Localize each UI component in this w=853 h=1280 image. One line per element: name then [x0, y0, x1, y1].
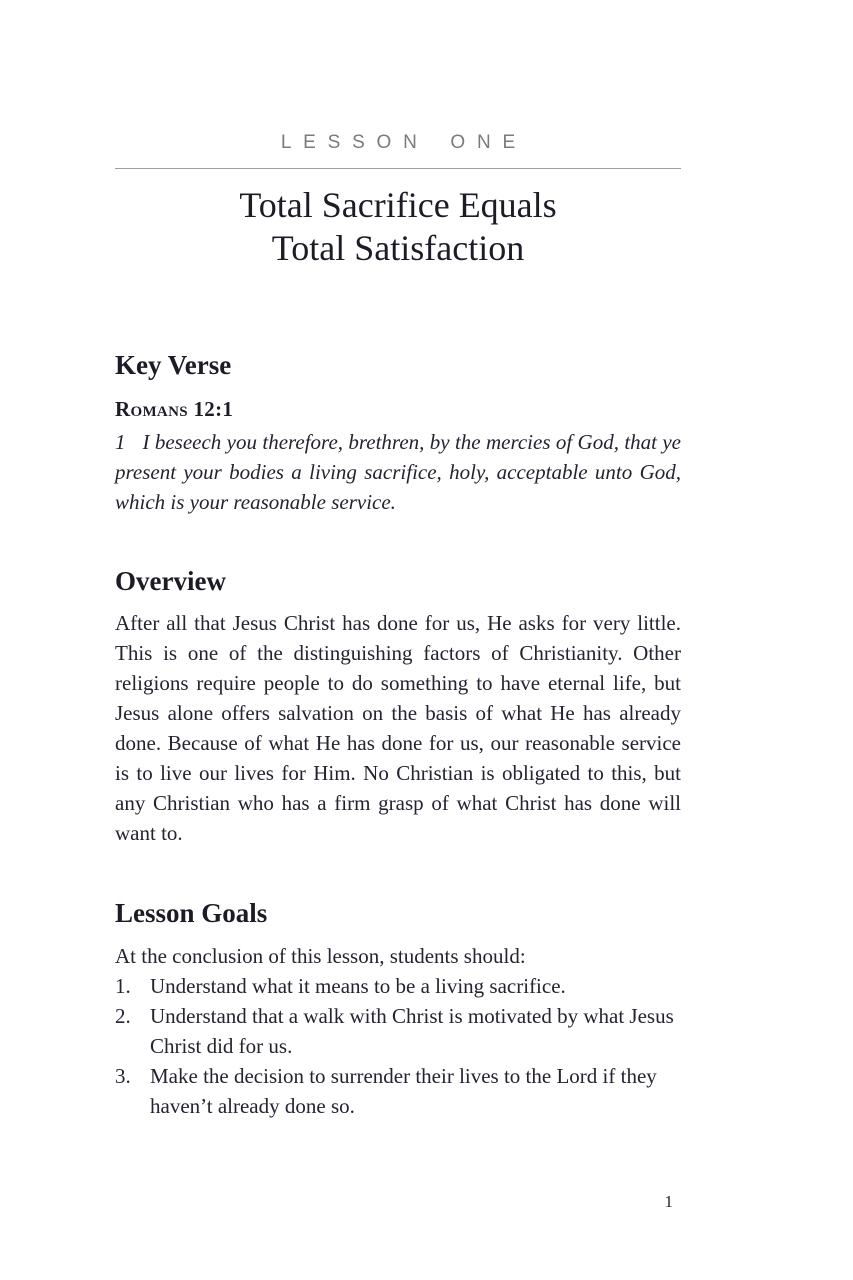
verse-paragraph [115, 427, 681, 517]
goal-item-number: 3. [115, 1064, 131, 1088]
goal-item [115, 971, 681, 1001]
goal-item-number: 1. [115, 974, 131, 998]
lesson-eyebrow: LESSON ONE [280, 132, 527, 153]
page-title [115, 184, 681, 270]
page-number: 1 [664, 1192, 673, 1211]
goal-item-text: Understand that a walk with Christ is motivated by what Jesus Christ did for us. [150, 1004, 674, 1058]
header-rule [115, 168, 681, 169]
overview-heading: Overview [115, 566, 226, 596]
goal-item [115, 1061, 681, 1121]
goal-item-text: Make the decision to surrender their lives to the Lord if they haven’t already done so. [150, 1064, 657, 1118]
verse-body: I beseech you therefore, brethren, by the mercies of God, that ye present your bodies a living sacrifice, holy, acceptable unto God, which is your reasonable service. [115, 430, 681, 514]
page-title-line2: Total Satisfaction [271, 228, 525, 268]
verse-reference: Romans 12:1 [115, 397, 234, 421]
page-title-line1: Total Sacrifice Equals [239, 185, 557, 225]
lesson-goals-intro: At the conclusion of this lesson, students should: [115, 944, 526, 968]
key-verse-heading: Key Verse [115, 350, 232, 380]
verse-number: 1 [115, 430, 126, 454]
goal-item-text: Understand what it means to be a living sacrifice. [150, 974, 566, 998]
goal-item-number: 2. [115, 1004, 131, 1028]
lesson-goals-heading: Lesson Goals [115, 898, 268, 928]
overview-paragraph: After all that Jesus Christ has done for us, He asks for very little. This is one of the distinguishing factors of Christianity. Other religions require people to do something to have eternal life, but Jesus alone offers salvation on the basis of what He has already done. Because of what He has done for us, our reasonable service is to live our lives for Him. No Christian is obligated to this, but any Christian who has a firm grasp of what Christ has done will want to. [115, 611, 681, 845]
goal-item [115, 1001, 681, 1061]
text-column [115, 0, 681, 1121]
